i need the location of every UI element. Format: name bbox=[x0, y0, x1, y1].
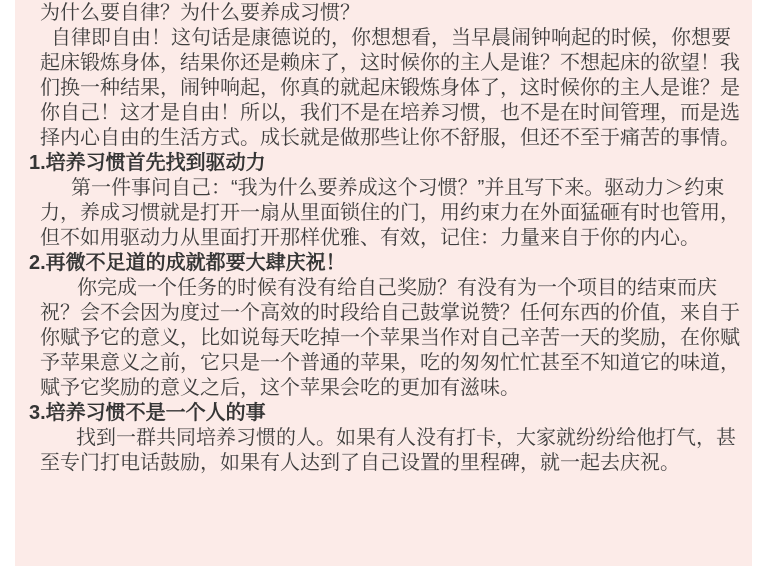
intro-line: 择内心自由的生活方式。成长就是做那些让你不舒服，但还不至于痛苦的事情。 bbox=[40, 127, 740, 149]
section-3-line: 至专门打电话鼓励，如果有人达到了自己设置的里程碑，就一起去庆祝。 bbox=[40, 452, 680, 474]
question-title: 为什么要自律？为什么要养成习惯？ bbox=[40, 2, 360, 24]
section-1-line: 力，养成习惯就是打开一扇从里面锁住的门，用约束力在外面猛砸有时也管用， bbox=[40, 202, 740, 224]
intro-line: 自律即自由！这句话是康德说的，你想想看，当早晨闹钟响起的时候，你想要 bbox=[51, 27, 731, 49]
section-1-line: 但不如用驱动力从里面打开那样优雅、有效，记住：力量来自于你的内心。 bbox=[40, 227, 700, 249]
section-2-line: 祝？会不会因为度过一个高效的时段给自己鼓掌说赞？任何东西的价值，来自于 bbox=[40, 302, 740, 324]
section-1-heading: 1.培养习惯首先找到驱动力 bbox=[29, 152, 266, 174]
section-3-line: 找到一群共同培养习惯的人。如果有人没有打卡，大家就纷纷给他打气，甚 bbox=[76, 427, 736, 449]
intro-line: 们换一种结果，闹钟响起，你真的就起床锻炼身体了，这时候你的主人是谁？是 bbox=[40, 77, 740, 99]
intro-line: 起床锻炼身体，结果你还是赖床了，这时候你的主人是谁？不想起床的欲望！我 bbox=[40, 52, 740, 74]
section-2-line: 你赋予它的意义，比如说每天吃掉一个苹果当作对自己辛苦一天的奖励，在你赋 bbox=[40, 327, 740, 349]
section-3-heading: 3.培养习惯不是一个人的事 bbox=[29, 402, 266, 424]
section-1-line: 第一件事问自己：“我为什么要养成这个习惯？”并且写下来。驱动力＞约束 bbox=[71, 177, 725, 199]
intro-line: 你自己！这才是自由！所以，我们不是在培养习惯，也不是在时间管理，而是选 bbox=[40, 102, 740, 124]
section-2-line: 予苹果意义之前，它只是一个普通的苹果，吃的匆匆忙忙甚至不知道它的味道， bbox=[40, 352, 740, 374]
article-card bbox=[15, 0, 752, 566]
section-2-line: 你完成一个任务的时候有没有给自己奖励？有没有为一个项目的结束而庆 bbox=[77, 277, 717, 299]
section-2-line: 赋予它奖励的意义之后，这个苹果会吃的更加有滋味。 bbox=[40, 377, 520, 399]
section-2-heading: 2.再微不足道的成就都要大肆庆祝！ bbox=[29, 252, 346, 274]
